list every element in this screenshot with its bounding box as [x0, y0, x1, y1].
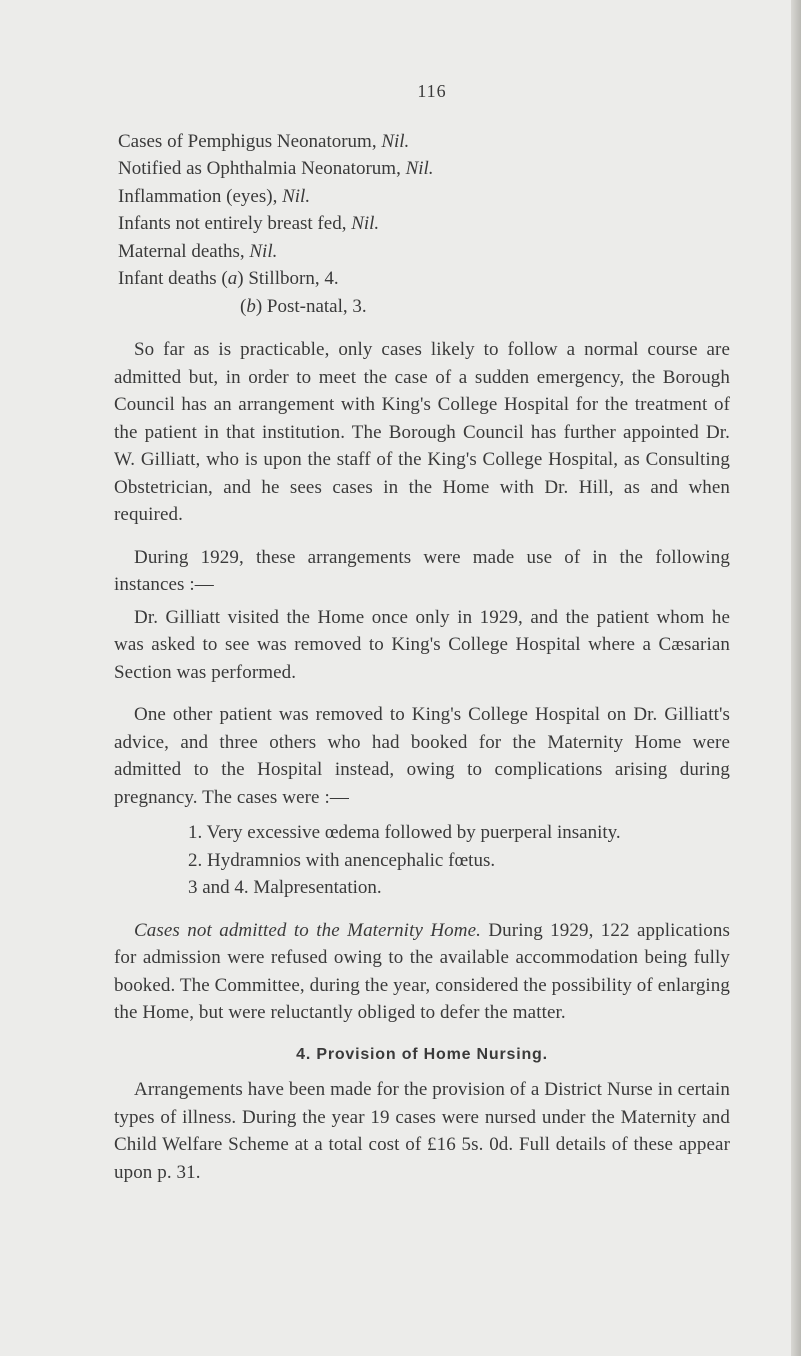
stat-label: Inflammation (eyes),	[118, 185, 283, 207]
stat-inflammation	[114, 183, 730, 211]
stat-value: Nil.	[282, 185, 311, 207]
paragraph-not-admitted	[114, 917, 730, 1027]
stat-value: Post-natal, 3.	[262, 295, 367, 317]
stat-label: Maternal deaths,	[118, 240, 250, 262]
paragraph-home-nursing: Arrangements have been made for the provision of a District Nurse in certain types of illness. During the year 19 cases were nursed under the Maternity and Child Welfare Scheme at a total cost of £16 5s. 0d. Full details of these appear upon p. 31.	[114, 1079, 730, 1183]
stat-label: Notified as Ophthalmia Neonatorum,	[118, 158, 406, 179]
stat-value: Nil.	[405, 158, 434, 179]
list-item: 2. Hydramnios with anencephalic fœtus.	[188, 849, 496, 871]
marker-a: a	[227, 268, 238, 289]
list-item: 3 and 4. Malpresentation.	[188, 877, 382, 898]
stat-label: Infant deaths	[118, 268, 222, 289]
paragraph-text: During 1929, 122 applications for admission were refused owing to the available accommodation being fully booked. The Committee, during the year, considered the possibility of enlarging the Home, but were reluctantly obliged to defer the matter.	[114, 919, 730, 1023]
stat-label: Cases of Pemphigus Neonatorum,	[118, 130, 382, 152]
stat-infant-deaths-stillborn: Infant deaths (a) Stillborn, 4.	[118, 268, 339, 289]
stat-value: Nil.	[381, 130, 410, 152]
page-number: 116	[417, 81, 447, 101]
stat-breast-fed	[114, 210, 730, 238]
cases-list	[114, 819, 730, 902]
paragraph-other-patients: One other patient was removed to King's College Hospital on Dr. Gilliatt's advice, and three others who had booked for the Maternity Home were admitted to the Hospital instead, owing to complications arising during pregnancy. The cases were :—	[114, 704, 730, 808]
paragraph-admission-policy: So far as is practicable, only cases likely to follow a normal course are admitted but, in order to meet the case of a sudden emergency, the Borough Council has an arrangement with King's College Hospital for the treatment of the patient in that institution. The Borough Council has further appointed Dr. W. Gilliatt, who is upon the staff of the King's College Hospital, as Consulting Obstetrician, and he sees cases in the Home with Dr. Hill, as and when required.	[114, 339, 730, 525]
page-edge-shadow	[791, 0, 801, 1356]
stat-value: Nil.	[351, 213, 380, 234]
section-run-in-title: Cases not admitted to the Maternity Home.	[134, 919, 481, 941]
stat-ophthalmia	[114, 155, 730, 183]
paragraph-during-1929: During 1929, these arrangements were made use of in the following instances :—	[114, 546, 730, 595]
stat-value: Stillborn, 4.	[243, 268, 339, 289]
stat-maternal-deaths	[114, 238, 730, 266]
stat-pemphigus	[114, 128, 730, 156]
stat-value: Nil.	[249, 240, 278, 262]
section-heading-home-nursing: 4. Provision of Home Nursing.	[296, 1045, 548, 1063]
stat-infant-deaths-post-natal: (b) Post-natal, 3.	[240, 295, 367, 317]
list-item: 1. Very excessive œdema followed by puerperal insanity.	[188, 822, 621, 843]
stat-label: Infants not entirely breast fed,	[118, 213, 352, 234]
paragraph-gilliatt-visit: Dr. Gilliatt visited the Home once only in 1929, and the patient whom he was asked to see was removed to King's College Hospital where a Cæsarian Section was performed.	[114, 606, 730, 683]
statistics-list	[114, 128, 730, 321]
marker-b: b	[246, 295, 256, 317]
